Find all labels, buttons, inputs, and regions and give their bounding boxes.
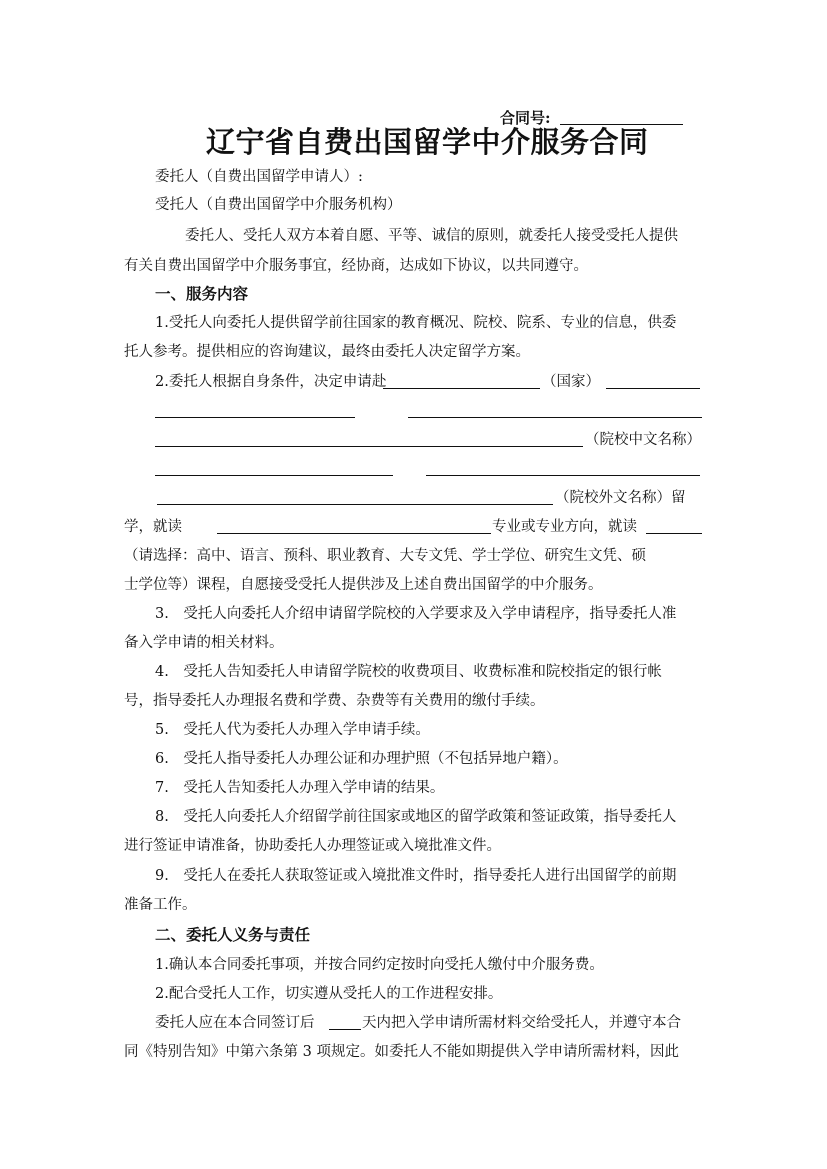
page-title: 辽宁省自费出国留学中介服务合同 — [206, 125, 649, 159]
intro-line-1: 委托人、受托人双方本着自愿、平等、诚信的原则，就委托人接受受托人提供 — [185, 228, 678, 244]
days-blank — [329, 1029, 361, 1030]
intro-line-2: 有关自费出国留学中介服务事宜，经协商，达成如下协议，以共同遵守。 — [124, 258, 588, 274]
s1-item-1-line-2: 托人参考。提供相应的咨询建议，最终由委托人决定留学方案。 — [124, 344, 530, 360]
s1-item-1-line-1: 1.受托人向委托人提供留学前往国家的教育概况、院校、院系、专业的信息，供委 — [155, 315, 677, 331]
section-2-heading: 二、委托人义务与责任 — [155, 925, 311, 944]
course-blank — [646, 533, 702, 534]
country-label: （国家） — [542, 374, 600, 390]
study-label: 学，就读 — [124, 519, 182, 535]
major-blank — [217, 533, 491, 534]
school-cn-label: （院校中文名称） — [585, 432, 701, 448]
s1-item-6: 6. 受托人指导委托人办理公证和办理护照（不包括异地户籍）。 — [155, 751, 568, 767]
s1-item-4-line-2: 号，指导委托人办理报名费和学费、杂费等有关费用的缴付手续。 — [124, 693, 545, 709]
school-cn-blank — [155, 446, 583, 447]
s2-item-3-suffix: 天内把入学申请所需材料交给受托人，并遵守本合 — [362, 1015, 681, 1031]
s1-item-7: 7. 受托人告知委托人办理入学申请的结果。 — [155, 780, 445, 796]
s1-item-8-line-1: 8. 受托人向委托人介绍留学前往国家或地区的留学政策和签证政策，指导委托人 — [155, 809, 677, 825]
course-choice-line-1: （请选择：高中、语言、预科、职业教育、大专文凭、学士学位、研究生文凭、硕 — [124, 548, 646, 564]
blank-line-a1 — [155, 417, 355, 418]
blank-line-a2 — [408, 417, 702, 418]
section-1-heading: 一、服务内容 — [155, 284, 249, 303]
s2-item-3-line-2: 同《特别告知》中第六条第 3 项规定。如委托人不能如期提供入学申请所需材料，因此 — [124, 1044, 679, 1060]
blank-line-b2 — [426, 475, 700, 476]
client-party-label: 委托人（自费出国留学申请人）: — [155, 169, 363, 185]
country-blank-2 — [606, 388, 700, 389]
s2-item-3-prefix: 委托人应在本合同签订后 — [155, 1015, 315, 1031]
s1-item-3-line-1: 3. 受托人向委托人介绍申请留学院校的入学要求及入学申请程序，指导委托人准 — [155, 606, 677, 622]
s2-item-2: 2.配合受托人工作，切实遵从受托人的工作进程安排。 — [155, 986, 503, 1002]
s1-item-5: 5. 受托人代为委托人办理入学申请手续。 — [155, 722, 430, 738]
country-blank — [383, 388, 540, 389]
contract-number-label: 合同号: — [500, 109, 551, 127]
school-en-label: （院校外文名称）留 — [555, 490, 686, 506]
s1-item-9-line-2: 准备工作。 — [124, 897, 197, 913]
s1-item-3-line-2: 备入学申请的相关材料。 — [124, 635, 284, 651]
major-label: 专业或专业方向，就读 — [492, 519, 637, 535]
s1-item-2-prefix: 2.委托人根据自身条件，决定申请赴 — [155, 374, 387, 390]
s1-item-8-line-2: 进行签证申请准备，协助委托人办理签证或入境批准文件。 — [124, 838, 501, 854]
agent-party-label: 受托人（自费出国留学中介服务机构） — [155, 197, 402, 213]
school-en-blank — [157, 504, 553, 505]
course-choice-line-2: 士学位等）课程，自愿接受受托人提供涉及上述自费出国留学的中介服务。 — [124, 577, 603, 593]
s1-item-4-line-1: 4. 受托人告知委托人申请留学院校的收费项目、收费标准和院校指定的银行帐 — [155, 664, 662, 680]
s1-item-9-line-1: 9. 受托人在委托人获取签证或入境批准文件时，指导委托人进行出国留学的前期 — [155, 868, 677, 884]
blank-line-b1 — [155, 475, 393, 476]
s2-item-1: 1.确认本合同委托事项，并按合同约定按时向受托人缴付中介服务费。 — [155, 957, 604, 973]
